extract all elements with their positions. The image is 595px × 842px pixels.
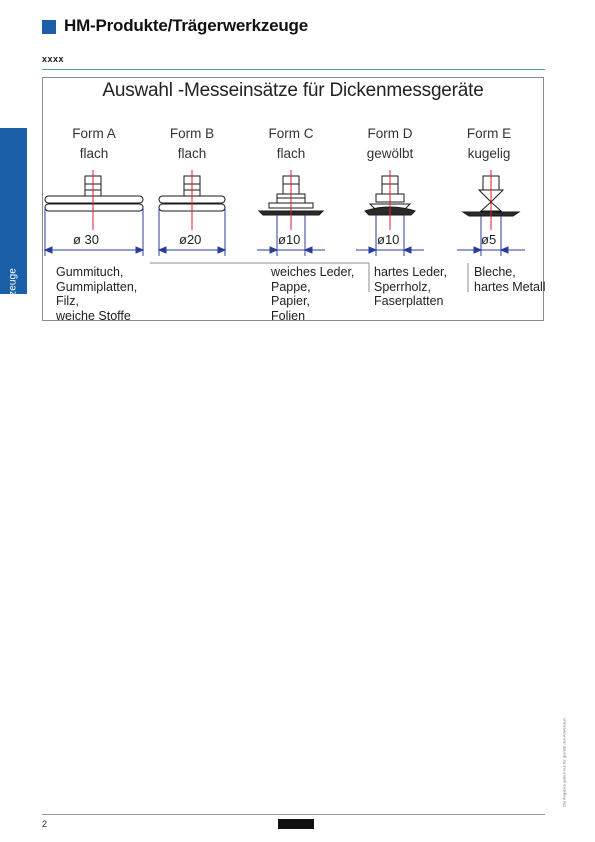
- materials-form-d: [374, 265, 447, 309]
- form-a-name: Form A: [72, 126, 116, 141]
- page-title: HM-Produkte/Trägerwerkzeuge: [64, 16, 308, 35]
- side-disclaimer: Die Angaben gelten nur für gemäß den Anwendun.: [561, 717, 567, 807]
- selection-panel: [42, 77, 544, 321]
- form-b-diameter: ø20: [179, 232, 202, 247]
- materials-form-e: [474, 265, 546, 294]
- header-accent-square: [42, 20, 56, 34]
- material-line: Gummiplatten,: [56, 279, 138, 294]
- form-e-name: Form E: [466, 126, 512, 141]
- page-number: 2: [42, 819, 48, 829]
- materials-form-c: [271, 265, 354, 323]
- materials-form-a-b: [56, 265, 137, 323]
- form-a-insert: [45, 176, 143, 211]
- form-b-shape: flach: [177, 146, 207, 161]
- form-a-shape: flach: [79, 146, 109, 161]
- material-line: Faserplatten: [374, 294, 444, 308]
- side-tab[interactable]: [0, 128, 27, 410]
- material-line: Gummituch,: [56, 265, 124, 279]
- brand-logo-icon: [278, 819, 314, 829]
- footer-rule: [42, 814, 545, 815]
- form-e-shape: kugelig: [467, 146, 511, 161]
- form-b-name: Form B: [169, 126, 215, 141]
- material-line: Pappe,: [271, 279, 311, 294]
- material-line: hartes Metall: [474, 279, 546, 294]
- form-d-diameter: ø10: [377, 232, 400, 247]
- material-line: Sperrholz,: [374, 279, 431, 294]
- material-line: weiche Stoffe: [56, 308, 131, 323]
- material-line: weiches Leder,: [271, 265, 355, 279]
- form-d-shape: gewölbt: [366, 146, 414, 161]
- panel-title: Auswahl -Messeinsätze für Dickenmessgeräte: [102, 80, 484, 101]
- material-line: Papier,: [271, 294, 310, 308]
- form-a-diameter: ø 30: [73, 232, 100, 247]
- material-line: Bleche,: [474, 265, 516, 279]
- material-line: Filz,: [56, 294, 79, 308]
- section-code: xxxx: [42, 54, 65, 64]
- form-e-diameter: ø5: [481, 232, 497, 247]
- header-rule: [42, 69, 545, 70]
- form-c-name: Form C: [268, 126, 314, 141]
- material-line: Folien: [271, 308, 306, 323]
- form-c-diameter: ø10: [278, 232, 301, 247]
- center-lines: [93, 170, 491, 230]
- material-line: hartes Leder,: [374, 265, 447, 279]
- form-c-shape: flach: [276, 146, 306, 161]
- form-d-name: Form D: [367, 126, 413, 141]
- side-tab-label: HM-Produkte/Trägerwerkzeuge: [7, 268, 19, 410]
